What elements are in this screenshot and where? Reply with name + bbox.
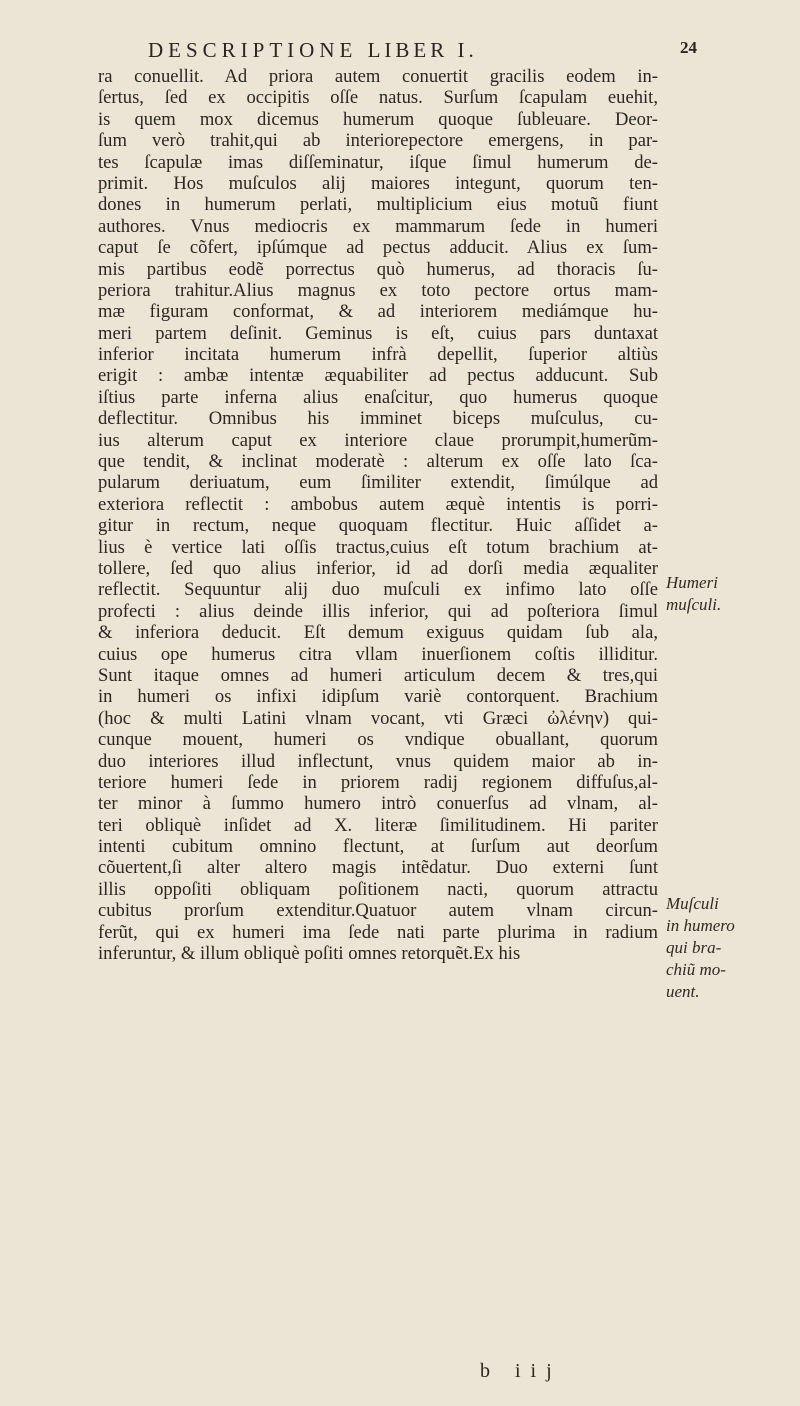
text-line: cubitus prorſum extenditur.Quatuor autem vlnam circun- bbox=[98, 900, 658, 922]
text-line: dones in humerum perlati, multiplicium eius motuũ fiunt bbox=[98, 194, 658, 216]
page-number: 24 bbox=[680, 38, 697, 57]
text-line: mis partibus eodẽ porrectus quò humerus, ad thoracis ſu- bbox=[98, 258, 658, 280]
text-line: teriore humeri ſede in priorem radij regionem diffuſus,al- bbox=[98, 771, 658, 793]
text-line: ius alterum caput ex interiore claue prorumpit,humerũm- bbox=[98, 429, 658, 451]
header-book: LIBER I. bbox=[367, 38, 478, 62]
margin-note-line: Muſculi bbox=[666, 894, 719, 913]
text-line: duo interiores illud inflectunt, vnus quidem maior ab in- bbox=[98, 750, 658, 772]
running-header bbox=[148, 38, 708, 63]
text-line: ſum verò trahit,qui ab interiorepectore emergens, in par- bbox=[98, 130, 658, 152]
text-line: reflectit. Sequuntur alij duo muſculi ex infimo lato oſſe bbox=[98, 579, 658, 601]
text-line: pularum deriuatum, eum ſimiliter extendit, ſimúlque ad bbox=[98, 472, 658, 494]
text-line: que tendit, & inclinat moderatè : alterum ex oſſe lato ſca- bbox=[98, 451, 658, 473]
header-title: DESCRIPTIONE bbox=[148, 38, 358, 62]
text-line: profecti : alius deinde illis inferior, qui ad poſteriora ſimul bbox=[98, 600, 658, 622]
text-line: caput ſe cõfert, ipſúmque ad pectus adducit. Alius ex ſum- bbox=[98, 237, 658, 259]
text-line: cuius ope humerus citra vllam inuerſionem coſtis illiditur. bbox=[98, 643, 658, 665]
text-line: tes ſcapulæ imas diſſeminatur, iſque ſimul humerum de- bbox=[98, 151, 658, 173]
margin-note-musculi-brachium bbox=[666, 893, 796, 1003]
text-line: cõuertent,ſi alter altero magis intẽdatur. Duo externi ſunt bbox=[98, 857, 658, 879]
text-line: erigit : ambæ intentæ æquabiliter ad pectus adducunt. Sub bbox=[98, 365, 658, 387]
text-line: deflectitur. Omnibus his imminet biceps muſculus, cu- bbox=[98, 408, 658, 430]
text-line: iſtius parte inferna alius enaſcitur, quo humerus quoque bbox=[98, 386, 658, 408]
text-line: exteriora reflectit : ambobus autem æquè intentis is porri- bbox=[98, 493, 658, 515]
text-line: mæ figuram conformat, & ad interiorem mediámque hu- bbox=[98, 301, 658, 323]
text-line: ſertus, ſed ex occipitis oſſe natus. Surſum ſcapulam euehit, bbox=[98, 87, 658, 109]
signature-mark: b iij bbox=[480, 1360, 562, 1382]
margin-note-line: uent. bbox=[666, 982, 700, 1001]
text-line: ferũt, qui ex humeri ima ſede nati parte plurima in radium bbox=[98, 921, 658, 943]
margin-note-line: Humeri bbox=[666, 573, 718, 592]
margin-note-line: qui bra- bbox=[666, 938, 722, 957]
text-line: primit. Hos muſculos alij maiores integunt, quorum ten- bbox=[98, 172, 658, 194]
text-line: illis oppoſiti obliquam poſitionem nacti, quorum attractu bbox=[98, 878, 658, 900]
text-line: in humeri os infixi idipſum variè contorquent. Brachium bbox=[98, 686, 658, 708]
text-line: ter minor à ſummo humero intrò conuerſus ad vlnam, al- bbox=[98, 793, 658, 815]
text-line: cunque mouent, humeri os vndique obuallant, quorum bbox=[98, 729, 658, 751]
text-line: meri partem deſinit. Geminus is eſt, cuius pars duntaxat bbox=[98, 322, 658, 344]
text-line: periora trahitur.Alius magnus ex toto pectore ortus mam- bbox=[98, 279, 658, 301]
text-line: (hoc & multi Latini vlnam vocant, vti Græci ὠλένην) qui- bbox=[98, 707, 658, 729]
text-line: lius è vertice lati oſſis tractus,cuius eſt totum brachium at- bbox=[98, 536, 658, 558]
margin-note-line: muſculi. bbox=[666, 595, 722, 614]
text-line: authores. Vnus mediocris ex mammarum ſede in humeri bbox=[98, 215, 658, 237]
text-line: Sunt itaque omnes ad humeri articulum decem & tres,qui bbox=[98, 664, 658, 686]
main-text-block bbox=[98, 66, 658, 964]
text-line: & inferiora deducit. Eſt demum exiguus quidam ſub ala, bbox=[98, 622, 658, 644]
text-line: gitur in rectum, neque quoquam flectitur. Huic aſſidet a- bbox=[98, 515, 658, 537]
text-line: inferuntur, & illum obliquè poſiti omnes retorquẽt.Ex his bbox=[98, 943, 521, 965]
text-line: tollere, ſed quo alius inferior, id ad dorſi media æqualiter bbox=[98, 557, 658, 579]
text-line: ra conuellit. Ad priora autem conuertit gracilis eodem in- bbox=[98, 66, 658, 87]
margin-note-line: chiũ mo- bbox=[666, 960, 726, 979]
margin-note-line: in humero bbox=[666, 916, 735, 935]
text-line: inferior incitata humerum infrà depellit, ſuperior altiùs bbox=[98, 344, 658, 366]
text-line: teri obliquè inſidet ad X. literæ ſimilitudinem. Hi pariter bbox=[98, 814, 658, 836]
text-line: intenti cubitum omnino flectunt, at ſurſum aut deorſum bbox=[98, 836, 658, 858]
text-line: is quem mox dicemus humerum quoque ſubleuare. Deor- bbox=[98, 108, 658, 130]
margin-note-humeri bbox=[666, 572, 796, 616]
